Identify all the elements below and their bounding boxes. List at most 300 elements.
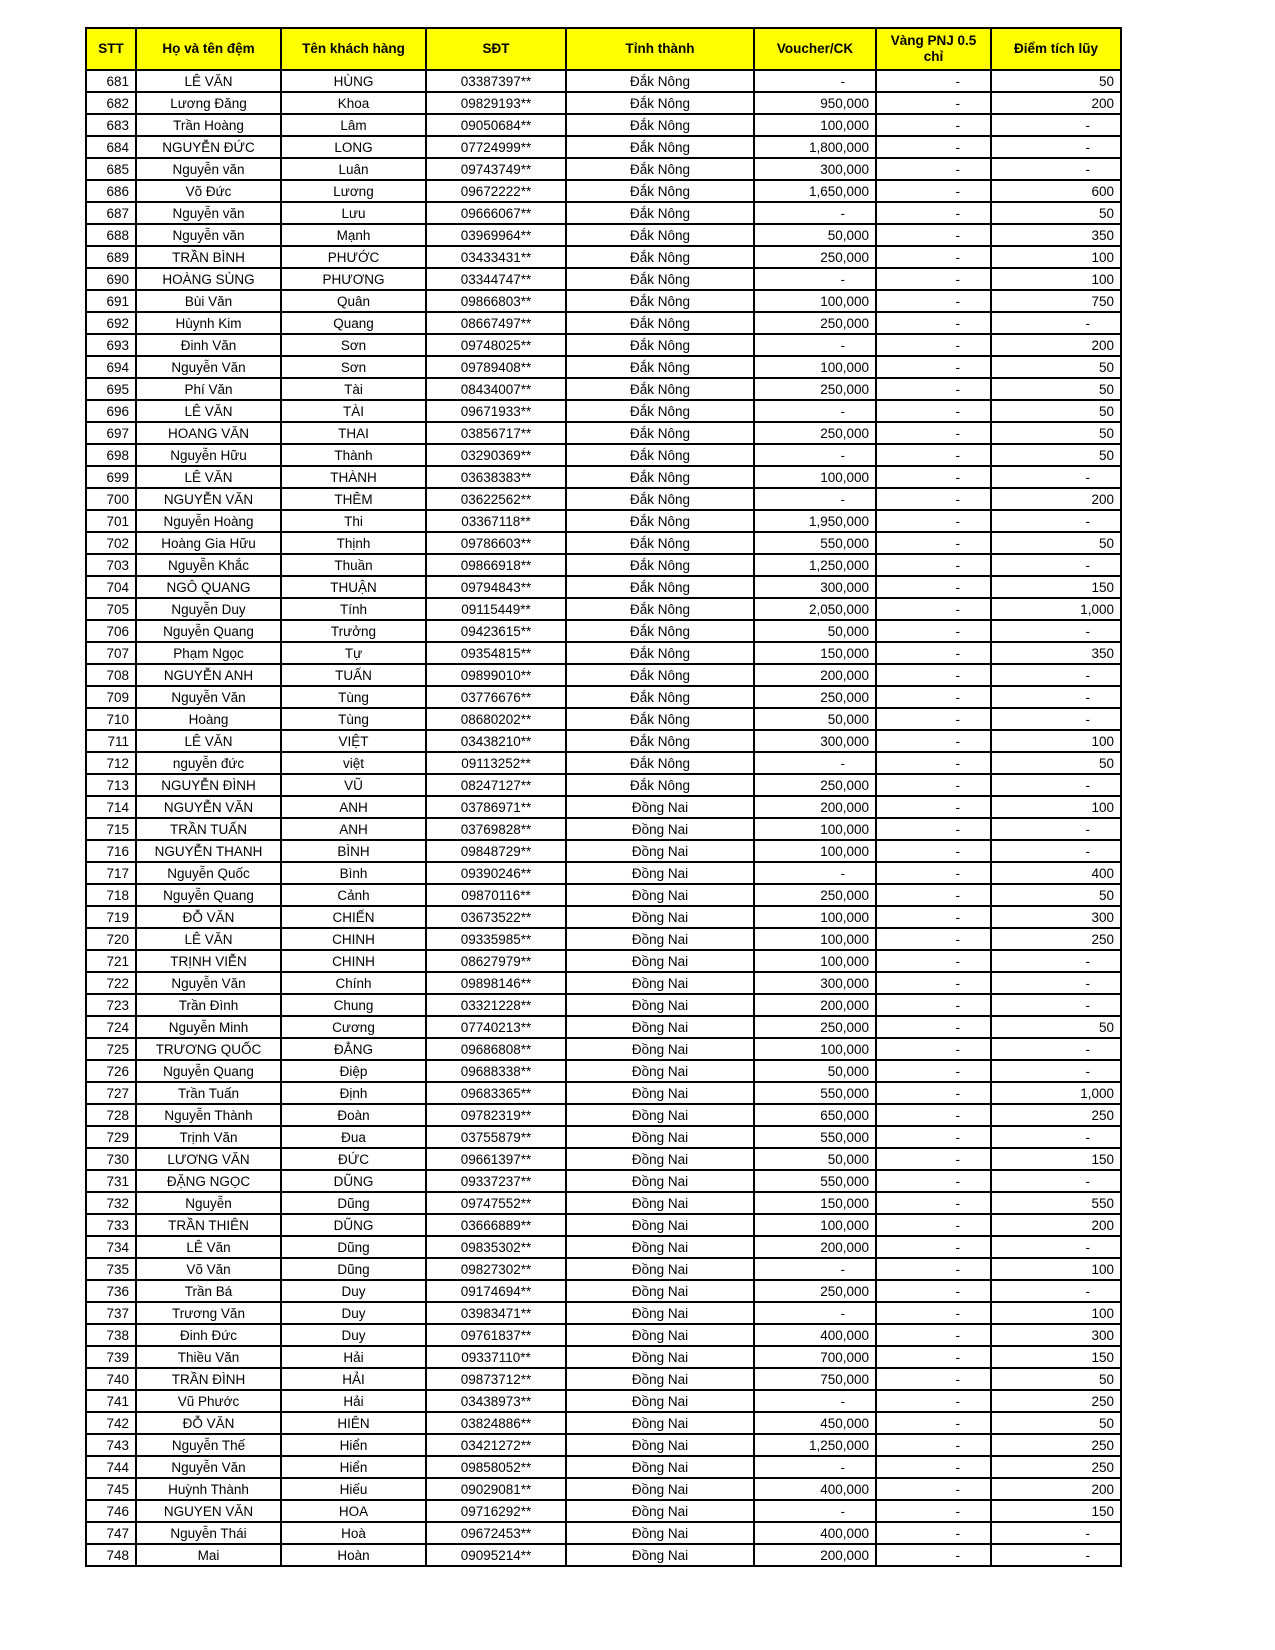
cell-vang-pnj-0-5-chi: - — [876, 774, 991, 796]
cell-voucher-ck: 50,000 — [754, 1060, 876, 1082]
cell-voucher-ck: 150,000 — [754, 1192, 876, 1214]
cell-sdt: 03786971** — [426, 796, 566, 818]
cell-tinh-thanh: Đồng Nai — [566, 1104, 754, 1126]
cell-ho-va-ten-dem: TRẦN TUẤN — [136, 818, 281, 840]
cell-ho-va-ten-dem: Nguyễn — [136, 1192, 281, 1214]
cell-ho-va-ten-dem: Nguyễn Quang — [136, 620, 281, 642]
cell-ten-khach-hang: TÀI — [281, 400, 426, 422]
cell-diem-tich-luy: 550 — [991, 1192, 1121, 1214]
table-row — [86, 444, 1121, 466]
cell-tinh-thanh: Đắk Nông — [566, 70, 754, 92]
cell-sdt: 03438973** — [426, 1390, 566, 1412]
cell-stt: 685 — [86, 158, 136, 180]
cell-ho-va-ten-dem: Nguyễn văn — [136, 224, 281, 246]
cell-diem-tich-luy: 250 — [991, 928, 1121, 950]
cell-sdt: 09761837** — [426, 1324, 566, 1346]
cell-ho-va-ten-dem: ĐỖ VĂN — [136, 906, 281, 928]
cell-tinh-thanh: Đắk Nông — [566, 114, 754, 136]
cell-ten-khach-hang: Điệp — [281, 1060, 426, 1082]
table-row — [86, 1368, 1121, 1390]
cell-ten-khach-hang: việt — [281, 752, 426, 774]
cell-stt: 714 — [86, 796, 136, 818]
cell-stt: 729 — [86, 1126, 136, 1148]
table-row — [86, 862, 1121, 884]
cell-stt: 721 — [86, 950, 136, 972]
cell-stt: 700 — [86, 488, 136, 510]
cell-ho-va-ten-dem: Nguyễn Văn — [136, 972, 281, 994]
cell-vang-pnj-0-5-chi: - — [876, 1082, 991, 1104]
cell-tinh-thanh: Đắk Nông — [566, 642, 754, 664]
cell-sdt: 09029081** — [426, 1478, 566, 1500]
cell-ho-va-ten-dem: Thiều Văn — [136, 1346, 281, 1368]
cell-sdt: 09672453** — [426, 1522, 566, 1544]
cell-diem-tich-luy: 50 — [991, 400, 1121, 422]
cell-voucher-ck: 250,000 — [754, 246, 876, 268]
cell-voucher-ck: 250,000 — [754, 378, 876, 400]
cell-sdt: 03824886** — [426, 1412, 566, 1434]
cell-ten-khach-hang: HẢI — [281, 1368, 426, 1390]
cell-ho-va-ten-dem: LÊ VĂN — [136, 70, 281, 92]
cell-ho-va-ten-dem: Mai — [136, 1544, 281, 1566]
cell-vang-pnj-0-5-chi: - — [876, 246, 991, 268]
cell-ho-va-ten-dem: TRỊNH VIỄN — [136, 950, 281, 972]
cell-diem-tich-luy: 100 — [991, 730, 1121, 752]
cell-tinh-thanh: Đắk Nông — [566, 576, 754, 598]
cell-tinh-thanh: Đắk Nông — [566, 246, 754, 268]
cell-ten-khach-hang: Hoàn — [281, 1544, 426, 1566]
cell-ten-khach-hang: Cảnh — [281, 884, 426, 906]
table-row — [86, 1346, 1121, 1368]
cell-diem-tich-luy: 50 — [991, 1016, 1121, 1038]
cell-vang-pnj-0-5-chi: - — [876, 114, 991, 136]
column-header-vang-pnj-0-5-chi: Vàng PNJ 0.5 chỉ — [876, 28, 991, 70]
cell-vang-pnj-0-5-chi: - — [876, 818, 991, 840]
table-row — [86, 598, 1121, 620]
cell-tinh-thanh: Đồng Nai — [566, 884, 754, 906]
cell-ten-khach-hang: Thịnh — [281, 532, 426, 554]
cell-tinh-thanh: Đồng Nai — [566, 1346, 754, 1368]
cell-vang-pnj-0-5-chi: - — [876, 928, 991, 950]
cell-diem-tich-luy: 200 — [991, 1478, 1121, 1500]
cell-voucher-ck: 550,000 — [754, 1082, 876, 1104]
cell-voucher-ck: - — [754, 1390, 876, 1412]
cell-stt: 686 — [86, 180, 136, 202]
cell-sdt: 03969964** — [426, 224, 566, 246]
cell-ten-khach-hang: HÙNG — [281, 70, 426, 92]
table-row — [86, 928, 1121, 950]
cell-vang-pnj-0-5-chi: - — [876, 268, 991, 290]
cell-tinh-thanh: Đắk Nông — [566, 708, 754, 730]
cell-ten-khach-hang: Quang — [281, 312, 426, 334]
cell-ten-khach-hang: Mạnh — [281, 224, 426, 246]
cell-diem-tich-luy: 250 — [991, 1456, 1121, 1478]
cell-sdt: 09113252** — [426, 752, 566, 774]
cell-stt: 688 — [86, 224, 136, 246]
cell-ho-va-ten-dem: NGUYỄN VĂN — [136, 796, 281, 818]
table-row — [86, 114, 1121, 136]
cell-sdt: 09789408** — [426, 356, 566, 378]
cell-voucher-ck: 550,000 — [754, 1170, 876, 1192]
cell-ho-va-ten-dem: Nguyễn văn — [136, 202, 281, 224]
cell-ten-khach-hang: Chính — [281, 972, 426, 994]
cell-tinh-thanh: Đồng Nai — [566, 1236, 754, 1258]
table-row — [86, 554, 1121, 576]
cell-ho-va-ten-dem: Phạm Ngọc — [136, 642, 281, 664]
cell-ho-va-ten-dem: ĐẶNG NGỌC — [136, 1170, 281, 1192]
cell-ten-khach-hang: Hải — [281, 1346, 426, 1368]
table-row — [86, 268, 1121, 290]
cell-tinh-thanh: Đắk Nông — [566, 488, 754, 510]
cell-ho-va-ten-dem: Lương Đăng — [136, 92, 281, 114]
cell-stt: 716 — [86, 840, 136, 862]
cell-vang-pnj-0-5-chi: - — [876, 994, 991, 1016]
cell-stt: 701 — [86, 510, 136, 532]
cell-ten-khach-hang: Cương — [281, 1016, 426, 1038]
cell-voucher-ck: 250,000 — [754, 686, 876, 708]
cell-vang-pnj-0-5-chi: - — [876, 158, 991, 180]
table-row — [86, 1148, 1121, 1170]
cell-ten-khach-hang: ANH — [281, 796, 426, 818]
cell-ho-va-ten-dem: Bùi Văn — [136, 290, 281, 312]
cell-sdt: 08247127** — [426, 774, 566, 796]
cell-tinh-thanh: Đắk Nông — [566, 532, 754, 554]
table-row — [86, 1236, 1121, 1258]
cell-stt: 744 — [86, 1456, 136, 1478]
cell-tinh-thanh: Đắk Nông — [566, 202, 754, 224]
table-row — [86, 730, 1121, 752]
cell-ho-va-ten-dem: Nguyễn Thế — [136, 1434, 281, 1456]
cell-stt: 713 — [86, 774, 136, 796]
cell-stt: 732 — [86, 1192, 136, 1214]
cell-diem-tich-luy: 250 — [991, 1390, 1121, 1412]
cell-ten-khach-hang: THUẬN — [281, 576, 426, 598]
cell-ten-khach-hang: THAI — [281, 422, 426, 444]
cell-vang-pnj-0-5-chi: - — [876, 334, 991, 356]
cell-diem-tich-luy: 1,000 — [991, 598, 1121, 620]
cell-sdt: 03387397** — [426, 70, 566, 92]
cell-voucher-ck: 50,000 — [754, 1148, 876, 1170]
cell-vang-pnj-0-5-chi: - — [876, 862, 991, 884]
cell-ten-khach-hang: TUẤN — [281, 664, 426, 686]
cell-vang-pnj-0-5-chi: - — [876, 554, 991, 576]
table-row — [86, 290, 1121, 312]
cell-tinh-thanh: Đồng Nai — [566, 796, 754, 818]
cell-tinh-thanh: Đắk Nông — [566, 312, 754, 334]
cell-ten-khach-hang: Bình — [281, 862, 426, 884]
cell-sdt: 09174694** — [426, 1280, 566, 1302]
table-row — [86, 92, 1121, 114]
cell-ten-khach-hang: VŨ — [281, 774, 426, 796]
cell-diem-tich-luy: - — [991, 1544, 1121, 1566]
cell-vang-pnj-0-5-chi: - — [876, 444, 991, 466]
table-row — [86, 1170, 1121, 1192]
table-row — [86, 1390, 1121, 1412]
cell-diem-tich-luy: 300 — [991, 1324, 1121, 1346]
table-row — [86, 950, 1121, 972]
cell-diem-tich-luy: - — [991, 708, 1121, 730]
cell-ten-khach-hang: Sơn — [281, 334, 426, 356]
cell-vang-pnj-0-5-chi: - — [876, 510, 991, 532]
cell-ho-va-ten-dem: NGUYỄN ĐÌNH — [136, 774, 281, 796]
cell-vang-pnj-0-5-chi: - — [876, 686, 991, 708]
cell-voucher-ck: 1,250,000 — [754, 1434, 876, 1456]
cell-vang-pnj-0-5-chi: - — [876, 796, 991, 818]
cell-tinh-thanh: Đắk Nông — [566, 554, 754, 576]
table-row — [86, 1214, 1121, 1236]
cell-ten-khach-hang: HOA — [281, 1500, 426, 1522]
cell-stt: 727 — [86, 1082, 136, 1104]
cell-vang-pnj-0-5-chi: - — [876, 1522, 991, 1544]
cell-tinh-thanh: Đồng Nai — [566, 1148, 754, 1170]
cell-stt: 699 — [86, 466, 136, 488]
cell-vang-pnj-0-5-chi: - — [876, 664, 991, 686]
table-row — [86, 1016, 1121, 1038]
cell-tinh-thanh: Đắk Nông — [566, 334, 754, 356]
table-row — [86, 378, 1121, 400]
cell-diem-tich-luy: 50 — [991, 378, 1121, 400]
cell-voucher-ck: 100,000 — [754, 466, 876, 488]
cell-diem-tich-luy: 50 — [991, 532, 1121, 554]
cell-stt: 702 — [86, 532, 136, 554]
cell-ten-khach-hang: Quân — [281, 290, 426, 312]
cell-vang-pnj-0-5-chi: - — [876, 1500, 991, 1522]
cell-ten-khach-hang: VIỆT — [281, 730, 426, 752]
cell-ten-khach-hang: Trưởng — [281, 620, 426, 642]
cell-voucher-ck: - — [754, 334, 876, 356]
cell-vang-pnj-0-5-chi: - — [876, 752, 991, 774]
cell-tinh-thanh: Đắk Nông — [566, 686, 754, 708]
cell-tinh-thanh: Đắk Nông — [566, 598, 754, 620]
cell-tinh-thanh: Đồng Nai — [566, 1522, 754, 1544]
cell-voucher-ck: 400,000 — [754, 1324, 876, 1346]
cell-stt: 735 — [86, 1258, 136, 1280]
cell-ten-khach-hang: Chung — [281, 994, 426, 1016]
cell-voucher-ck: 300,000 — [754, 158, 876, 180]
cell-diem-tich-luy: 50 — [991, 1412, 1121, 1434]
cell-diem-tich-luy: - — [991, 466, 1121, 488]
cell-ho-va-ten-dem: LƯƠNG VĂN — [136, 1148, 281, 1170]
cell-vang-pnj-0-5-chi: - — [876, 1060, 991, 1082]
cell-ho-va-ten-dem: Phí Văn — [136, 378, 281, 400]
cell-diem-tich-luy: - — [991, 774, 1121, 796]
cell-ho-va-ten-dem: Nguyễn văn — [136, 158, 281, 180]
cell-vang-pnj-0-5-chi: - — [876, 312, 991, 334]
cell-ten-khach-hang: Thuần — [281, 554, 426, 576]
cell-tinh-thanh: Đồng Nai — [566, 1082, 754, 1104]
cell-stt: 747 — [86, 1522, 136, 1544]
cell-voucher-ck: - — [754, 488, 876, 510]
spreadsheet-page — [85, 27, 1122, 1567]
cell-diem-tich-luy: 200 — [991, 488, 1121, 510]
cell-diem-tich-luy: 150 — [991, 1148, 1121, 1170]
cell-sdt: 09672222** — [426, 180, 566, 202]
table-row — [86, 356, 1121, 378]
cell-sdt: 08434007** — [426, 378, 566, 400]
cell-stt: 712 — [86, 752, 136, 774]
cell-ho-va-ten-dem: Nguyễn Hoàng — [136, 510, 281, 532]
cell-voucher-ck: 50,000 — [754, 620, 876, 642]
cell-ten-khach-hang: PHƯỚC — [281, 246, 426, 268]
cell-vang-pnj-0-5-chi: - — [876, 1346, 991, 1368]
column-header-voucher-ck: Voucher/CK — [754, 28, 876, 70]
cell-tinh-thanh: Đồng Nai — [566, 1192, 754, 1214]
cell-voucher-ck: - — [754, 1456, 876, 1478]
cell-tinh-thanh: Đắk Nông — [566, 378, 754, 400]
table-row — [86, 488, 1121, 510]
cell-stt: 720 — [86, 928, 136, 950]
cell-diem-tich-luy: 150 — [991, 1346, 1121, 1368]
cell-ten-khach-hang: Lưu — [281, 202, 426, 224]
cell-sdt: 09050684** — [426, 114, 566, 136]
cell-sdt: 03673522** — [426, 906, 566, 928]
table-row — [86, 840, 1121, 862]
cell-sdt: 09829193** — [426, 92, 566, 114]
cell-sdt: 03344747** — [426, 268, 566, 290]
cell-sdt: 09747552** — [426, 1192, 566, 1214]
cell-stt: 707 — [86, 642, 136, 664]
cell-voucher-ck: - — [754, 1500, 876, 1522]
cell-tinh-thanh: Đồng Nai — [566, 1280, 754, 1302]
cell-diem-tich-luy: - — [991, 1280, 1121, 1302]
cell-diem-tich-luy: - — [991, 1236, 1121, 1258]
table-row — [86, 994, 1121, 1016]
cell-tinh-thanh: Đồng Nai — [566, 950, 754, 972]
cell-vang-pnj-0-5-chi: - — [876, 202, 991, 224]
cell-tinh-thanh: Đồng Nai — [566, 906, 754, 928]
cell-sdt: 03290369** — [426, 444, 566, 466]
cell-voucher-ck: 100,000 — [754, 906, 876, 928]
cell-diem-tich-luy: - — [991, 972, 1121, 994]
cell-stt: 718 — [86, 884, 136, 906]
cell-sdt: 08680202** — [426, 708, 566, 730]
table-row — [86, 708, 1121, 730]
cell-vang-pnj-0-5-chi: - — [876, 1478, 991, 1500]
cell-diem-tich-luy: - — [991, 136, 1121, 158]
cell-ten-khach-hang: Dũng — [281, 1236, 426, 1258]
cell-ho-va-ten-dem: Đinh Văn — [136, 334, 281, 356]
cell-sdt: 09786603** — [426, 532, 566, 554]
cell-ho-va-ten-dem: LÊ Văn — [136, 1236, 281, 1258]
cell-stt: 748 — [86, 1544, 136, 1566]
cell-stt: 703 — [86, 554, 136, 576]
cell-ho-va-ten-dem: NGUYEN VĂN — [136, 1500, 281, 1522]
cell-tinh-thanh: Đắk Nông — [566, 224, 754, 246]
cell-stt: 717 — [86, 862, 136, 884]
cell-sdt: 09794843** — [426, 576, 566, 598]
cell-diem-tich-luy: 150 — [991, 1500, 1121, 1522]
table-row — [86, 664, 1121, 686]
table-row — [86, 796, 1121, 818]
cell-stt: 706 — [86, 620, 136, 642]
cell-stt: 725 — [86, 1038, 136, 1060]
table-row — [86, 1104, 1121, 1126]
cell-vang-pnj-0-5-chi: - — [876, 884, 991, 906]
cell-sdt: 03638383** — [426, 466, 566, 488]
cell-diem-tich-luy: - — [991, 510, 1121, 532]
cell-tinh-thanh: Đắk Nông — [566, 92, 754, 114]
cell-diem-tich-luy: 250 — [991, 1434, 1121, 1456]
cell-ho-va-ten-dem: nguyễn đức — [136, 752, 281, 774]
cell-sdt: 09671933** — [426, 400, 566, 422]
cell-ten-khach-hang: Tài — [281, 378, 426, 400]
cell-voucher-ck: 300,000 — [754, 730, 876, 752]
cell-tinh-thanh: Đồng Nai — [566, 994, 754, 1016]
cell-vang-pnj-0-5-chi: - — [876, 532, 991, 554]
cell-vang-pnj-0-5-chi: - — [876, 224, 991, 246]
cell-sdt: 08667497** — [426, 312, 566, 334]
table-row — [86, 1434, 1121, 1456]
table-row — [86, 1522, 1121, 1544]
cell-sdt: 03421272** — [426, 1434, 566, 1456]
cell-ten-khach-hang: Tính — [281, 598, 426, 620]
cell-ho-va-ten-dem: Vũ Phước — [136, 1390, 281, 1412]
cell-diem-tich-luy: - — [991, 1038, 1121, 1060]
cell-stt: 742 — [86, 1412, 136, 1434]
cell-ten-khach-hang: CHINH — [281, 950, 426, 972]
cell-stt: 745 — [86, 1478, 136, 1500]
table-row — [86, 1280, 1121, 1302]
cell-sdt: 03983471** — [426, 1302, 566, 1324]
cell-vang-pnj-0-5-chi: - — [876, 1412, 991, 1434]
cell-tinh-thanh: Đồng Nai — [566, 1038, 754, 1060]
cell-diem-tich-luy: 100 — [991, 268, 1121, 290]
cell-diem-tich-luy: 100 — [991, 1302, 1121, 1324]
table-row — [86, 1258, 1121, 1280]
table-row — [86, 202, 1121, 224]
cell-voucher-ck: 100,000 — [754, 1214, 876, 1236]
column-header-ho-va-ten-dem: Họ và tên đệm — [136, 28, 281, 70]
cell-ho-va-ten-dem: Võ Văn — [136, 1258, 281, 1280]
cell-sdt: 09666067** — [426, 202, 566, 224]
cell-sdt: 09898146** — [426, 972, 566, 994]
table-row — [86, 1038, 1121, 1060]
cell-voucher-ck: 450,000 — [754, 1412, 876, 1434]
table-row — [86, 246, 1121, 268]
cell-diem-tich-luy: - — [991, 818, 1121, 840]
cell-stt: 698 — [86, 444, 136, 466]
cell-vang-pnj-0-5-chi: - — [876, 422, 991, 444]
cell-vang-pnj-0-5-chi: - — [876, 136, 991, 158]
cell-ten-khach-hang: Tùng — [281, 686, 426, 708]
cell-tinh-thanh: Đồng Nai — [566, 1324, 754, 1346]
cell-voucher-ck: 1,650,000 — [754, 180, 876, 202]
cell-voucher-ck: 250,000 — [754, 312, 876, 334]
cell-sdt: 09683365** — [426, 1082, 566, 1104]
cell-vang-pnj-0-5-chi: - — [876, 1214, 991, 1236]
cell-tinh-thanh: Đồng Nai — [566, 1500, 754, 1522]
cell-tinh-thanh: Đắk Nông — [566, 510, 754, 532]
cell-vang-pnj-0-5-chi: - — [876, 1456, 991, 1478]
cell-tinh-thanh: Đồng Nai — [566, 1170, 754, 1192]
cell-tinh-thanh: Đắk Nông — [566, 356, 754, 378]
cell-vang-pnj-0-5-chi: - — [876, 92, 991, 114]
cell-ten-khach-hang: Lương — [281, 180, 426, 202]
cell-ten-khach-hang: Luân — [281, 158, 426, 180]
cell-vang-pnj-0-5-chi: - — [876, 576, 991, 598]
cell-sdt: 03321228** — [426, 994, 566, 1016]
cell-tinh-thanh: Đồng Nai — [566, 1126, 754, 1148]
cell-voucher-ck: 200,000 — [754, 796, 876, 818]
cell-stt: 708 — [86, 664, 136, 686]
column-header-ten-khach-hang: Tên khách hàng — [281, 28, 426, 70]
cell-vang-pnj-0-5-chi: - — [876, 1016, 991, 1038]
cell-voucher-ck: 150,000 — [754, 642, 876, 664]
cell-stt: 722 — [86, 972, 136, 994]
table-row — [86, 224, 1121, 246]
cell-ho-va-ten-dem: Nguyễn Văn — [136, 356, 281, 378]
cell-ten-khach-hang: Duy — [281, 1302, 426, 1324]
cell-diem-tich-luy: 100 — [991, 246, 1121, 268]
